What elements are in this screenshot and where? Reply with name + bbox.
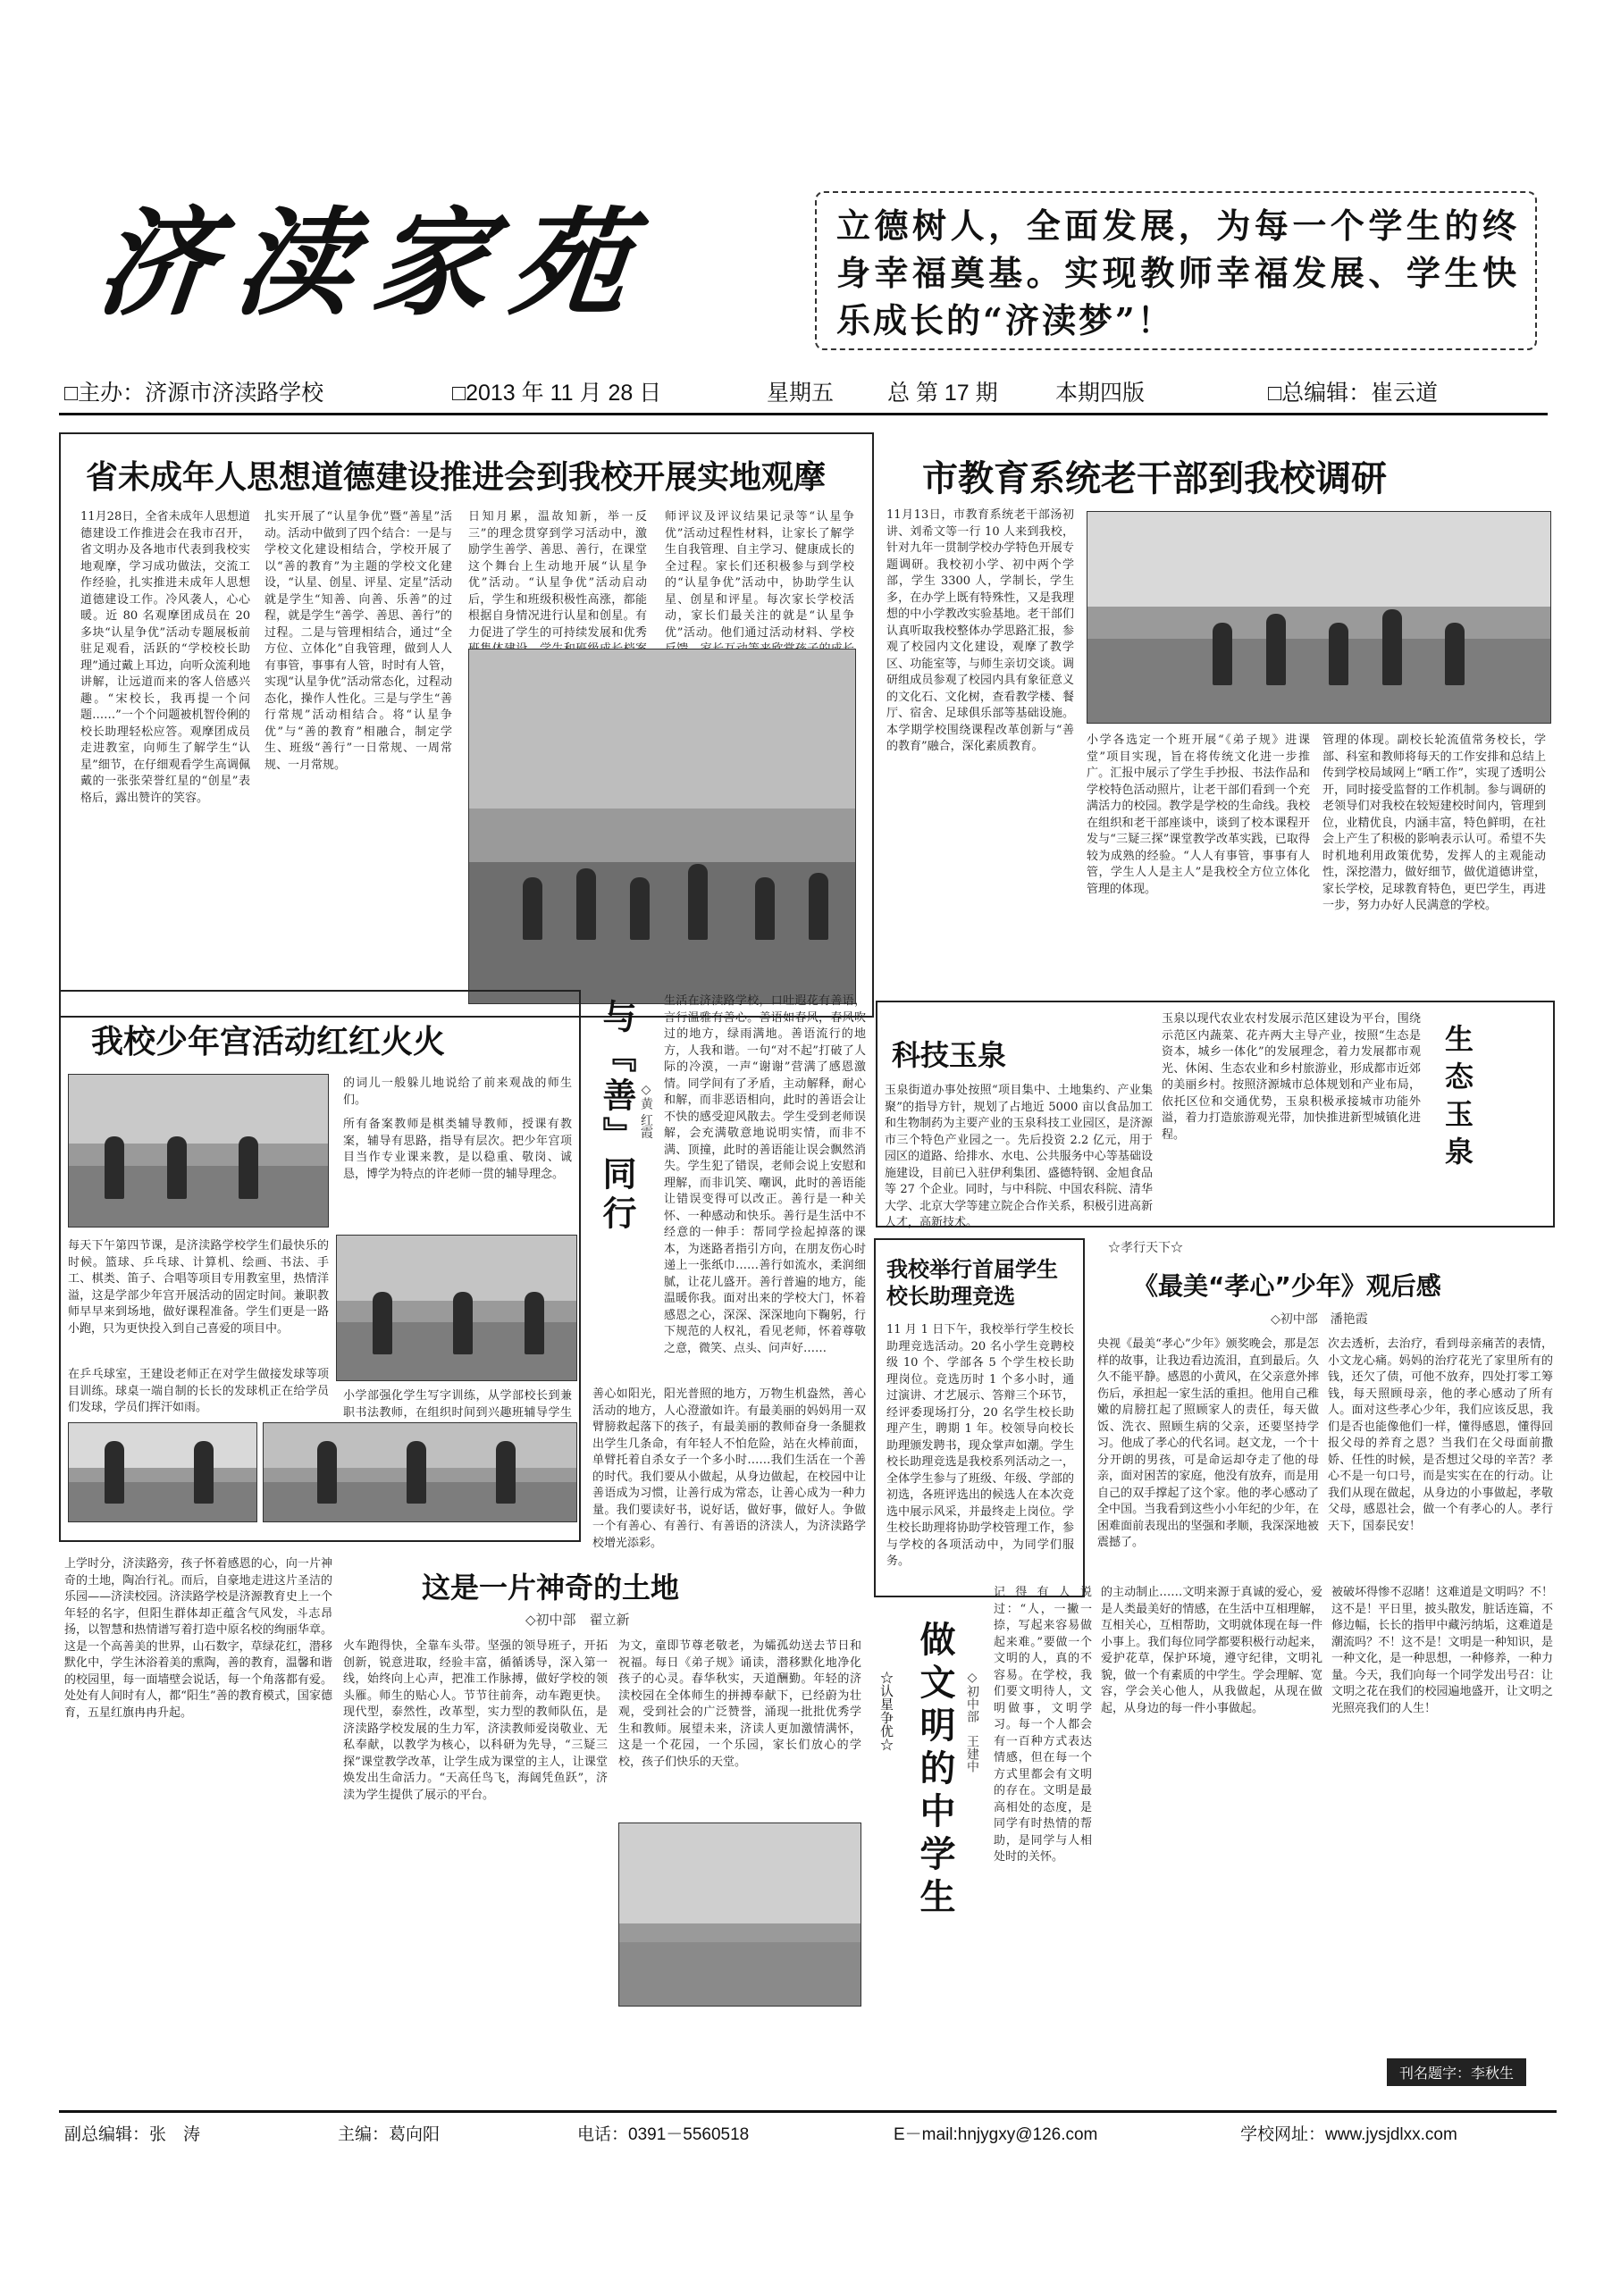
article-column: 生活在济渎路学校，口吐遐花有善语，言行温雅有善心。善语如春风，春风吹过的地方，绿雨满地。善语流行的地方，人我和谐。一句“对不起”打破了人际的冷漠，一声“谢谢”营满了感恩激情。同学间有了矛盾，主动解释，耐心和解，而非恶语相向，此时的善语会让不快的感受迎风散去。学生受到老师误解，会充满敬意地说明实情，而非不满、顶撞，此时的善语能让误会飘然消失。学生犯了错误，老师会说上安慰和理解，而非讥笑、嘲讽，此时的善语能让错误变得可以改正。善行是一种关怀、一种感动和快乐。善行是生活中不经意的一伸手：帮同学捡起掉落的课本，为迷路者指引方向，在朋友伤心时递上一张纸巾……善行如流水，柔润细腻，让花儿盛开。善行普遍的地方，能温暖你我。面对出来的学校大门，怀着感恩之心，深深、深深地向下鞠躬，行下规范的人权礼，看见老师，怀着尊敬之意，微笑、点头、问声好……: [664, 994, 866, 1355]
article-column: 11月13日，市教育系统老干部汤初讲、刘希文等一行 10 人来到我校，针对九年一贯制学校办学特色开展专题调研。我校初小学、初中两个学部，学生 3300 人，学制长，学生多，在办学上既有特殊性，又是我理想的中小学教改实验基地。老干部们认真听取我校整体办学思路汇报，参观了校园内文化建设，观摩了教学区、功能室等，与师生亲切交谈。调研组成员参观了校园内具有象征意义的文化石、文化树，查看教学楼、餐厅、宿舍、足球俱乐部等基础设施。本学期学校围绕课程改革创新与“善的教育”融合，深化素质教育。: [886, 508, 1074, 753]
campus-photo: [1087, 511, 1551, 724]
article-title: 与『善』同行: [597, 999, 636, 1235]
masthead-title: 济渎家苑: [91, 195, 657, 331]
page-count: 本期四版: [1055, 381, 1146, 406]
article-column: 玉泉街道办事处按照“项目集中、土地集约、产业集聚”的指导方针，规划了占地近 5000 亩以食品加工和生物制药为主要产业的玉泉科技工业园区，是济源市三个特色产业园之一。先后投资 2.2 亿元，用于园区的道路、给排水、水电、公共服务中心等基础设施建设，目前已入驻伊利集团、盛德特钢、金旭食品等 27 个企业。同时，与中科院、中国农科院、清华大学、北京大学等建立院企合作关系，积极引进高新人才，高新技术。: [885, 1084, 1153, 1229]
article-byline: ◇初中部 翟立新: [525, 1612, 630, 1628]
article-column: 上学时分，济渎路旁，孩子怀着感恩的心，向一片神奇的土地，陶冶行礼。而后，自豪地走进这片圣洁的乐园——济渎校园。济渎路学校是济源教育史上一个年轻的名字，但阳生群体却正蕴含气风发，斗志昂扬，以智慧和热情谱写着打造中原名校的绚丽华章。这是一个高善美的世界，山石数字，草绿花红，潜移默化中，学生沐浴着美的熏陶，善的教育，温馨和谐的校园里，每一面墙壁会说话，每一个角落都有爱。处处有人间时有人，都“阳生”善的教育模式，国家德育，五星红旗冉冉升起。: [64, 1557, 332, 1720]
article-column: 师评议及评议结果记录等“认星争优”活动过程性材料，让家长了解学生自我管理、自主学习、健康成长的全过程。家长们还积极参与到学校的“认星争优”活动中，协助学生认星、创星和评星。每次家长学校活动，家长们最关注的就是“认星争优”活动。他们通过活动材料、学校: [665, 510, 854, 640]
article-walk-with-goodness: [585, 993, 873, 1549]
article-column: 被破坏得惨不忍睹！这难道是文明吗？不！这不是！平日里，披头散发，脏话连篇，不修边幅，长长的指甲中藏污纳垢，这难道是潮流吗？不！这不是！文明是一种知识，是一种文化，是一种思想，一种修养，一种力量。今天，我们向每一个同学发出号召：让文明之花在我们的校园遍地盛开，让文明之光照亮我们的人生！: [1331, 1586, 1553, 1715]
article-byline: ◇初中部 王建中: [965, 1671, 979, 1772]
article-civilized-student: [874, 1581, 1557, 2107]
classroom-photo: [263, 1422, 577, 1522]
activity-photo: [68, 1074, 329, 1228]
article-title: 做文明的中学生: [914, 1621, 955, 1921]
lake-photo: [618, 1823, 861, 2007]
weekday: 星期五: [767, 381, 835, 406]
motto-box: [815, 191, 1537, 350]
article-column: 的主动制止……文明来源于真诚的爱心，爱是人类最美好的情感，在生活中互相理解，互相关心，互相帮助，文明就体现在每一件小事上。我们每位同学都要积极行动起来，爱护花草，保护环境，遵守纪律，文明礼貌，做一个有素质的中学生。学会理解、宽容，学会关心他人，从我做起，从现在做起，从身边的每一件小事做起。: [1101, 1586, 1322, 1715]
motto-text: 立德树人，全面发展，为每一个学生的终身幸福奠基。实现教师幸福发展、学生快乐成长的“济渎梦”！: [836, 205, 1519, 340]
footer-chief-editor: 主编：葛向阳: [338, 2125, 441, 2144]
article-title: 我校少年宫活动红红火火: [91, 1024, 446, 1060]
article-youth-palace: [59, 990, 581, 1542]
article-column: 11 月 1 日下午，我校举行学生校长助理竞选活动。20 名小学生竞聘校级 10 个、学部各 5 个学生校长助理岗位。竞选历时 1 个多小时，通过演讲、才艺展示、答辩三个环节，经评委现场打分，20 名学生校长助理产生，聘期 1 年。校领导向校长助理颁发聘书，现众掌声如潮。学生校长助理竞选是我校系列活动之一，全体学生参与了班级、年级、学部的初选，各班评选出的候选人在本次竞选中展示风采，并最终走上岗位。学生校长助理将协助学校管理工作，参与学校的各项活动中，为同学们服务。: [886, 1323, 1074, 1568]
article-column: 扎实开展了“认星争优”暨“善星”活动。活动中做到了四个结合：一是与学校文化建设相结合，学校开展了以“善的教育”为主题的学校文化建设，“认星、创星、评星、定星”活动就是学生“知善、向善、乐善”的过程，就是学生“善学、善思、善行”的过程。二是与管理相结合，通过“全方位、立体化”自我管理，做到人人有事管，事事有人管，时时有人管，实现“认星争优”活动常态化，过程动态化，操作人性化。三是与学生“善行常规”活动相结合。将“认星争优”与“善的教育”相融合，制定学生、班级“善行”一日常规、一周常规、一月常规。: [264, 510, 452, 772]
visit-photo: [468, 649, 856, 1004]
article-column: 火车跑得快，全靠车头带。坚强的领导班子，开拓创新，锐意进取，经验丰富，循循诱导，深入第一线，始终向上心声，把准工作脉搏，做好学校的领头雁。师生的贴心人。节节往前奔，动车跑更快。现代型，泰然性，改革型，实力型的教师队伍，是济渎路学校发展的生力军，济渎教师爱岗敬业、无私奉献，以教学为核心，以科研为先导，“三疑三探”课堂教学改革，让学生成为课堂的主人，让课堂焕发出生命活力。“天高任鸟飞，海阔凭鱼跃”，济渎为学生提供了展示的平台。: [343, 1639, 608, 1802]
footer-phone: 电话：0391－5560518: [577, 2125, 750, 2144]
footer-website[interactable]: 学校网址：www.jysjdlxx.com: [1240, 2125, 1457, 2144]
footer-rule: [59, 2110, 1557, 2113]
article-province-visit: [59, 432, 874, 1018]
section-title: 生态玉泉: [1440, 1024, 1474, 1174]
sponsor: □主办：济源市济渎路学校: [64, 381, 324, 406]
article-yuquan: [876, 1001, 1555, 1228]
issue-number: 总 第 17 期: [887, 381, 998, 406]
article-column: 11月28日，全省未成年人思想道德建设工作推进会在我市召开，省文明办及各地市代表到我校实地观摩，学习成功做法，交流工作经验，扎实推进未成年人思想道德建设工作。冷风袭人，心心暖。近 80 名观摩团成员在 20 多块“认星争优”活动专题展板前驻足观看，活跃的“学校校长助理”通过戴上耳边，向听众流利地讲解，让远道而来的客人倍感兴趣。“宋校长，我再提一个问题……”一个个问题被机智伶俐的校长助理轻松应答。观摩团成员走进教室，向师生了解学生“认星”细节，在仔细观看学生高调佩戴的一张张荣誉红星的“创星”表格后，露出赞许的笑容。: [80, 510, 250, 805]
article-column: 小学各选定一个班开展“《弟子规》进课堂”项目实现，旨在将传统文化进一步推广。汇报中展示了学生手抄报、书法作品和学校特色活动照片，让老干部们看到一个充满活力的校园。教学是学校的生命线。我校在组织和老干部座谈中，谈到了校本课程开发与“三疑三探”课堂教学改革实践，已取得较为成熟的经验。“人人有事管，事事有人管，学生人人是主人”是我校全方位立体化管理的体现。: [1087, 733, 1310, 896]
footer-email[interactable]: E－mail:hnjygxy@126.com: [894, 2125, 1098, 2144]
article-byline: ◇黄 红霞: [639, 1083, 653, 1139]
writing-class-photo: [336, 1235, 577, 1381]
title-calligraphy-credit: 刊名题字：李秋生: [1387, 2058, 1526, 2086]
article-filial-piety: [1092, 1236, 1557, 1597]
masthead-rule: [59, 413, 1548, 415]
article-column: 记得有人说过：“人，一撇一捺，写起来容易做起来难。”要做一个文明的人，真的不容易。在学校，我们要文明待人，文明做事，文明学习。每一个人都会有一百种方式表达情感，但在每一个方式里都会有文明的存在。文明是最高相处的态度，是同学有时热情的帮助，是同学与人相处时的关怀。: [994, 1586, 1092, 1864]
article-column: 日知月累，温故知新，举一反三”的理念贯穿到学习活动中，激励学生善学、善思、善行，在课堂这个舞台上生动地开展“认星争优”活动。“认星争优”活动启动后，学生和班级积极性高涨，都能根据自身情况进行认星和创星。有力促进了学生的可持续发展和优秀: [468, 510, 647, 640]
article-title: 《最美“孝心”少年》观后感: [1133, 1271, 1441, 1301]
article-magic-land: [61, 1553, 865, 2103]
article-principal-assistant: [874, 1238, 1085, 1597]
article-title: 省未成年人思想道德建设推进会到我校开展实地观摩: [86, 459, 827, 496]
article-column: 为文，童即节尊老敬老，为孀孤幼送去节日和祝福。每日《弟子规》诵读，潜移默化地净化孩子的心灵。春华秋实，天道酬勤。年轻的济渎校园在全体师生的拼搏奉献下，已经蔚为壮观，受到社会的广泛赞誉，涌现一批批优秀学生和教师。展望未来，济读人更加激情满怀，这是一个花园，一个乐园，家长们放心的学校，孩子们快乐的天堂。: [618, 1639, 861, 1769]
article-column: 央视《最美“孝心”少年》颁奖晚会，那是怎样的故事，让我边看边流泪，直到最后。久久不能平静。感恩的小黄风，在父亲意外摔伤后，承担起一家生活的重担。他用自己稚嫩的肩膀扛起了照顾家人的责任，每天做饭、洗衣、照顾生病的父亲，还要坚持学习。他成了孝心的代名词。赵文龙，一个十分开朗的男孩，可是命运却夺走了他的母亲，面对困苦的家庭，他没有放弃，而是用自己的双手撑起了这个家。他的孝心感动了全中国。当我看到这些小小年纪的少年，在困难面前表现出的坚强和孝顺，我深深地被震撼了。: [1097, 1337, 1319, 1549]
article-column: 善心如阳光，阳光普照的地方，万物生机盎然，善心活动的地方，人心澄澈如许。有最美丽的妈妈用一双臂膀救起落下的孩子，有最美丽的教师奋身一条腿救出学生几条命，有年轻人不怕危险，站在火棒前面，单臂托着自杀女子一个多小时……我们生活在一个善的时代。我们要从小做起，从身边做起，在校园中让善语成为习惯，让善行成为常态，让善心成为一种力量。我们要读好书，说好话，做好事，做好人。争做一个有善心、有善行、有善语的济渎人，为济渎路学校增光添彩。: [592, 1387, 866, 1550]
chief-editor: □总编辑：崔云道: [1268, 381, 1439, 406]
footer-deputy-editor: 副总编辑：张 涛: [64, 2125, 201, 2144]
article-byline: ◇初中部 潘艳霞: [1271, 1312, 1368, 1327]
issue-date: □2013 年 11 月 28 日: [452, 381, 662, 406]
article-title: 这是一片神奇的土地: [422, 1571, 680, 1605]
pingpong-photo: [68, 1422, 257, 1522]
caption-text: 的词儿一般躲儿地说给了前来观战的师生们。: [343, 1077, 572, 1107]
article-column: 次去透析，去治疗，看到母亲痛苦的表情，小文龙心痛。妈妈的治疗花光了家里所有的钱，还欠了债，可他不放弃，四处打零工筹钱，每天照顾母亲，他的孝心感动了所有人。面对这些孝心少年，我们应该反思，我们是否也能像他们一样，懂得感恩，懂得回报父母的养育之恩？当我们在父母面前撒娇、任性的时候，是否想过父母的辛苦？孝心不是一句口号，而是实实在在的行动。让我们从现在做起，从身边的小事做起，孝敬父母，感恩社会，做一个有孝心的人。孝行天下，国泰民安！: [1328, 1337, 1553, 1533]
article-column: 小学部强化学生写字训练，从学部校长到兼职书法教师，在组织时间到兴趣班辅导学生: [343, 1389, 572, 1420]
article-column: 在乒乓球室，王建设老师正在对学生做接发球等项目训练。球桌一端自制的长长的发球机正在给学员们发球，学员们挥汗如雨。: [68, 1368, 329, 1414]
section-tag: ☆孝行天下☆: [1108, 1241, 1183, 1255]
article-retired-cadres: [876, 432, 1555, 1018]
article-column: 所有备案教师是棋类辅导教师，授课有教案，辅导有思路，指导有层次。把少年宫项目当作专业课来教，是以稳重、敬岗、诚恳，博学为特点的许老师一贯的辅导理念。: [343, 1118, 572, 1181]
article-title: 我校举行首届学生校长助理竞选: [886, 1257, 1058, 1309]
article-title: 市教育系统老干部到我校调研: [922, 458, 1387, 499]
article-column-intro: [1056, 1013, 1154, 1076]
article-column: 玉泉以现代农业农村发展示范区建设为平台，围绕示范区内蔬菜、花卉两大主导产业，按照“生态是资本，城乡一体化”的发展理念，着力发展都市观光、休闲、生态农业和乡村旅游业，形成都市近郊的美丽乡村。按照济源城市总体规划和产业布局，依托区位和交通优势，玉泉积极承接城市功能外溢，着力打造旅游观光带，加快推进新型城镇化进程。: [1162, 1012, 1421, 1142]
article-column: 每天下午第四节课，是济渎路学校学生们最快乐的时候。篮球、乒乓球、计算机、绘画、书法、手工、棋类、笛子、合唱等项目专用教室里，热情洋溢，这是学部少年宫开展活动的固定时间。兼职教师早早来到场地，做好课程准备。学生们更是一路小跑，只为更快投入到自己喜爱的项目中。: [68, 1239, 329, 1336]
section-title: 科技玉泉: [892, 1038, 1007, 1072]
section-tag: ☆认星争优☆: [878, 1671, 894, 1751]
article-column: 管理的体现。副校长轮流值常务校长，学部、科室和教师将每天的工作安排和总结上传到学校局域网上“晒工作”，实现了透明公开，同时接受监督的工作机制。参与调研的老领导们对我校在较短建校时间内，管理到位，业精优良，内涵丰富，特色鲜明，在社会上产生了积极的影响表示认可。希望不失时机地利用政策优势，发挥人的主观能动性，深挖潜力，做好细节，做优道德讲堂，家长学校，足球教育特色，更巴学生，再进一步，努力办好人民满意的学校。: [1322, 733, 1546, 912]
